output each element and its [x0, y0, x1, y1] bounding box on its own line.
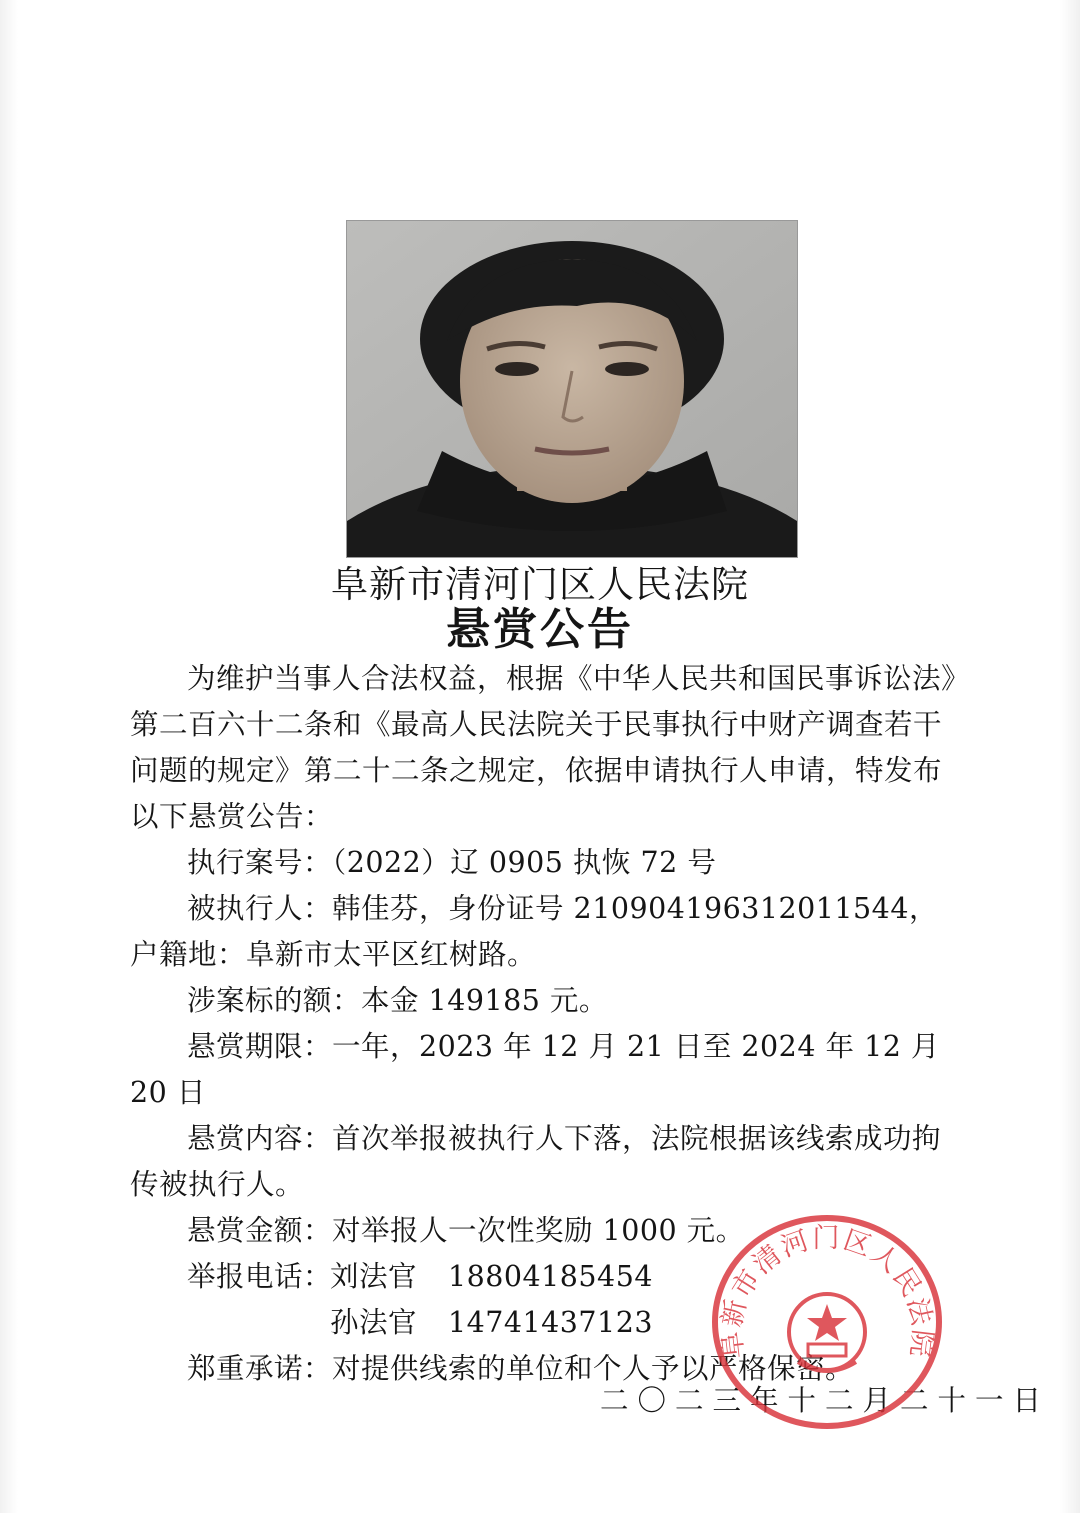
- case-number: 执行案号：（2022）辽 0905 执恢 72 号: [187, 846, 717, 879]
- reward-amount: 悬赏金额：对举报人一次性奖励 1000 元。: [187, 1214, 745, 1247]
- court-name: 阜新市清河门区人民法院: [331, 563, 749, 606]
- report-phone-row-1: [130, 1254, 960, 1300]
- report-phone-row-2: [130, 1300, 960, 1346]
- confidentiality-promise: 郑重承诺：对提供线索的单位和个人予以严格保密。: [187, 1352, 855, 1385]
- reward-content: 悬赏内容：首次举报被执行人下落，法院根据该线索成功拘传被执行人。: [130, 1122, 942, 1201]
- intro-paragraph: 为维护当事人合法权益，根据《中华人民共和国民事诉讼法》第二百六十二条和《最高人民法院关于民事执行中财产调查若干问题的规定》第二十二条之规定，依据申请执行人申请，特发布以下悬赏公告：: [130, 662, 956, 833]
- contact-phone: 18804185454: [448, 1260, 653, 1293]
- svg-text:阜新市清河门区人民法院: 阜新市清河门区人民法院: [716, 1223, 938, 1361]
- amount-involved: 涉案标的额：本金 149185 元。: [187, 984, 608, 1017]
- portrait-illustration: [347, 221, 797, 557]
- contact-name: 刘法官: [330, 1260, 418, 1293]
- notice-body: [130, 656, 960, 1392]
- contact-name: 孙法官: [330, 1306, 418, 1339]
- contact-phone: 14741437123: [448, 1306, 653, 1339]
- portrait-photo: [347, 221, 797, 557]
- issue-date: 二〇二三年十二月二十一日: [600, 1384, 1051, 1417]
- report-phone-label: 举报电话：: [187, 1260, 333, 1293]
- report-phone-spacer: [130, 1300, 330, 1346]
- notice-title: 悬赏公告: [446, 604, 634, 655]
- debtor-info: 被执行人：韩佳芬，身份证号 210904196312011544，户籍地：阜新市太平区红树路。: [130, 892, 938, 971]
- reward-period: 悬赏期限：一年，2023 年 12 月 21 日至 2024 年 12 月 20 日: [130, 1030, 940, 1109]
